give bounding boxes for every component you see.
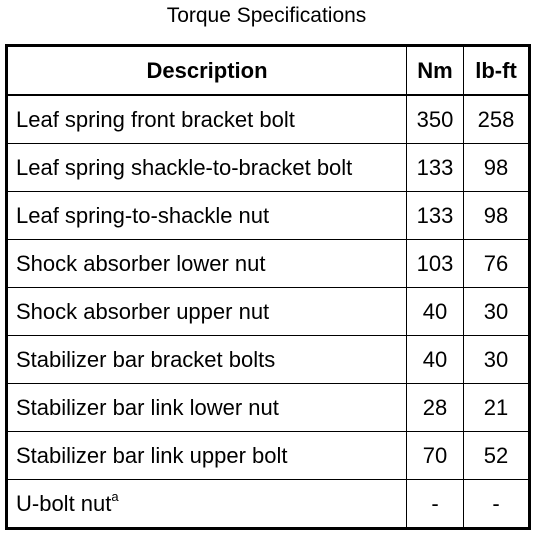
row-lbft: 258 xyxy=(464,95,530,144)
row-nm: - xyxy=(407,480,464,529)
table-row xyxy=(7,480,530,529)
table-row xyxy=(7,95,530,144)
row-description: Leaf spring shackle-to-bracket bolt xyxy=(7,144,407,192)
row-lbft: 30 xyxy=(464,336,530,384)
footnote-mark: a xyxy=(111,488,119,504)
header-description: Description xyxy=(7,46,407,96)
row-nm: 40 xyxy=(407,336,464,384)
row-description: Stabilizer bar link upper bolt xyxy=(7,432,407,480)
table-row xyxy=(7,384,530,432)
row-nm: 133 xyxy=(407,144,464,192)
row-description: Leaf spring front bracket bolt xyxy=(7,95,407,144)
row-description: Stabilizer bar link lower nut xyxy=(7,384,407,432)
row-lbft: 52 xyxy=(464,432,530,480)
table-row xyxy=(7,144,530,192)
row-lbft: 98 xyxy=(464,192,530,240)
row-description: Leaf spring-to-shackle nut xyxy=(7,192,407,240)
row-lbft: - xyxy=(464,480,530,529)
row-nm: 70 xyxy=(407,432,464,480)
row-description: Shock absorber lower nut xyxy=(7,240,407,288)
row-description-cell xyxy=(7,480,407,529)
row-nm: 28 xyxy=(407,384,464,432)
row-lbft: 30 xyxy=(464,288,530,336)
row-description: Shock absorber upper nut xyxy=(7,288,407,336)
row-description: Stabilizer bar bracket bolts xyxy=(7,336,407,384)
torque-spec-table xyxy=(5,44,531,530)
table-row xyxy=(7,432,530,480)
row-lbft: 76 xyxy=(464,240,530,288)
row-lbft: 21 xyxy=(464,384,530,432)
table-row xyxy=(7,336,530,384)
table-row xyxy=(7,240,530,288)
row-nm: 103 xyxy=(407,240,464,288)
row-description: U-bolt nut xyxy=(16,490,112,516)
table-caption: Torque Specifications xyxy=(166,4,367,27)
row-nm: 133 xyxy=(407,192,464,240)
row-nm: 350 xyxy=(407,95,464,144)
table-row xyxy=(7,192,530,240)
table-header-row xyxy=(7,46,530,96)
row-nm: 40 xyxy=(407,288,464,336)
header-lbft: lb-ft xyxy=(464,46,530,96)
header-nm: Nm xyxy=(407,46,464,96)
row-lbft: 98 xyxy=(464,144,530,192)
table-row xyxy=(7,288,530,336)
